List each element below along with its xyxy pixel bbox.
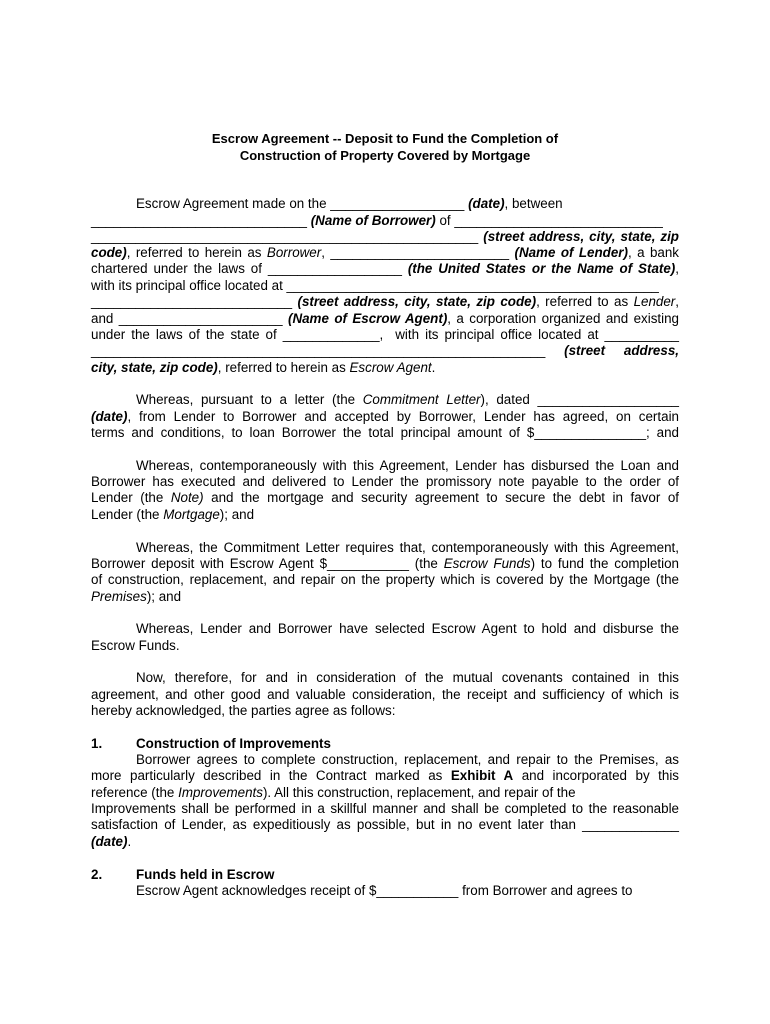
whereas3-line-2: Borrower deposit with Escrow Agent $___________ (the Escrow Funds) to fund the completion xyxy=(91,556,679,571)
section-2-heading xyxy=(91,867,679,883)
whereas1-line-1: Whereas, pursuant to a letter (the Commitment Letter), dated ___________________ xyxy=(136,392,679,407)
whereas2-line-3: Lender (the Note) and the mortgage and security agreement to secure the debt in favor of xyxy=(91,490,679,505)
now-line-2: agreement, and other good and valuable consideration, the receipt and sufficiency of which is xyxy=(91,687,679,702)
section1-line-4: Improvements shall be performed in a skillful manner and shall be completed to the reasonable xyxy=(91,801,679,816)
document-title-line-1: Escrow Agreement -- Deposit to Fund the Completion of xyxy=(211,131,559,146)
whereas1-line-3: terms and conditions, to loan Borrower the total principal amount of $_______________; and xyxy=(91,425,679,440)
intro-line-10: _____________________________________________________________ (street address, xyxy=(91,343,679,358)
whereas1-line-2: (date), from Lender to Borrower and accepted by Borrower, Lender has agreed, on certain xyxy=(91,409,679,424)
section-2-number: 2. xyxy=(91,867,103,882)
intro-line-11: city, state, zip code), referred to herein as Escrow Agent. xyxy=(91,360,436,375)
whereas4-line-1: Whereas, Lender and Borrower have selected Escrow Agent to hold and disburse the xyxy=(136,621,679,636)
section1-line-6: (date). xyxy=(91,834,132,849)
whereas3-line-3: of construction, replacement, and repair on the property which is covered by the Mortgage (the xyxy=(91,572,679,587)
section2-line-1: Escrow Agent acknowledges receipt of $___________ from Borrower and agrees to xyxy=(136,883,633,898)
whereas4-line-2: Escrow Funds. xyxy=(91,638,180,653)
intro-line-9: under the laws of the state of _____________, with its principal office located at __________ xyxy=(91,327,679,342)
section-1-title: Construction of Improvements xyxy=(136,736,331,751)
intro-line-6: with its principal office located at __________________________________________________ xyxy=(91,278,659,293)
whereas2-line-4: Lender (the Mortgage); and xyxy=(91,507,255,522)
now-line-3: hereby acknowledged, the parties agree as follows: xyxy=(91,703,396,718)
whereas3-line-1: Whereas, the Commitment Letter requires that, contemporaneously with this Agreement, xyxy=(136,540,679,555)
intro-line-7: ___________________________ (street address, city, state, zip code), referred to as Lender, xyxy=(91,294,679,309)
intro-line-2: _____________________________ (Name of Borrower) of ____________________________ xyxy=(91,213,663,228)
section1-line-3: reference (the Improvements). All this construction, replacement, and repair of the xyxy=(91,785,576,800)
section-1-number: 1. xyxy=(91,736,103,751)
intro-line-8: and ______________________ (Name of Escrow Agent), a corporation organized and existing xyxy=(91,311,679,326)
whereas2-line-2: Borrower has executed and delivered to Lender the promissory note payable to the order of xyxy=(91,474,679,489)
document-title-line-2: Construction of Property Covered by Mortgage xyxy=(239,148,531,163)
section1-line-2: more particularly described in the Contract marked as Exhibit A and incorporated by this xyxy=(91,768,679,783)
whereas3-line-4: Premises); and xyxy=(91,589,182,604)
section1-line-1: Borrower agrees to complete construction, replacement, and repair to the Premises, as xyxy=(136,752,679,767)
now-line-1: Now, therefore, for and in consideration of the mutual covenants contained in this xyxy=(136,670,679,685)
whereas2-line-1: Whereas, contemporaneously with this Agreement, Lender has disbursed the Loan and xyxy=(136,458,679,473)
section1-line-5: satisfaction of Lender, as expeditiously as possible, but in no event later than _____________ xyxy=(91,817,679,832)
section-1-heading xyxy=(91,736,679,752)
intro-line-4: code), referred to herein as Borrower, ________________________ (Name of Lender), a bank xyxy=(91,245,679,260)
section-2-title: Funds held in Escrow xyxy=(136,867,275,882)
intro-line-3: ____________________________________________________ (street address, city, state, zip xyxy=(91,229,679,244)
intro-line-5: chartered under the laws of __________________ (the United States or the Name of State), xyxy=(91,261,679,276)
intro-line-1: Escrow Agreement made on the __________________ (date), between xyxy=(136,196,563,211)
